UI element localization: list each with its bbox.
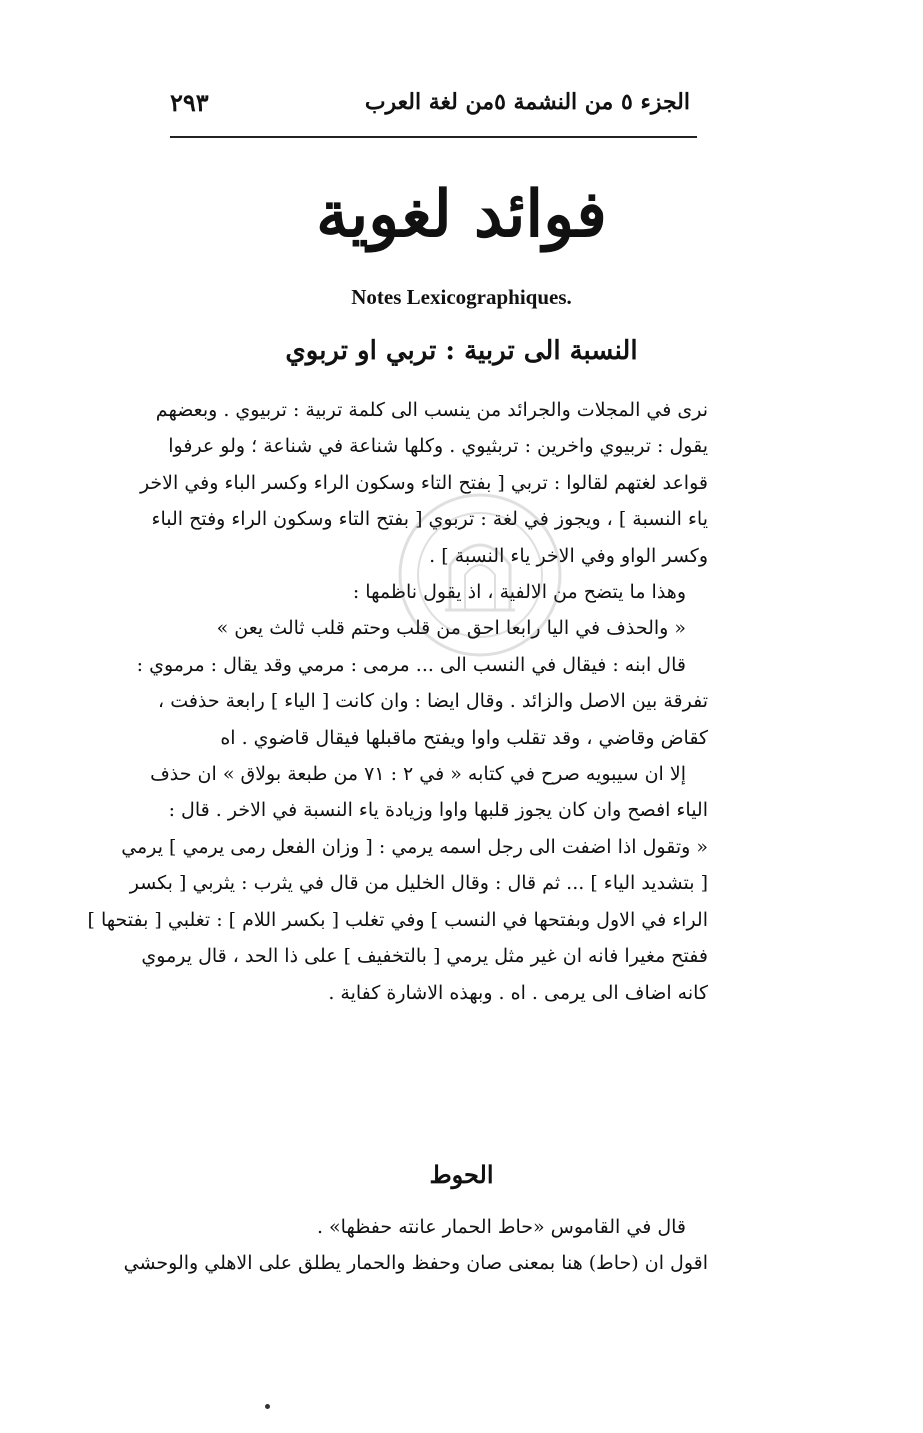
ink-speck <box>265 1404 270 1409</box>
paragraph-line: قال في القاموس «حاط الحمار عانته حفظها» . <box>316 1216 686 1238</box>
paragraph-line: كانه اضاف الى يرمى . اه . وبهذه الاشارة كفاية . <box>328 981 708 1004</box>
paragraph-line: الياء افصح وان كان يجوز قلبها واوا وزيادة ياء النسبة في الاخر . قال : <box>168 799 708 822</box>
article-body-nisba <box>87 392 708 1011</box>
paragraph-line: كقاض وقاضي ، وقد تقلب واوا ويفتح ماقبلها فيقال قاضوي . اه <box>220 726 708 749</box>
paragraph-line: ياء النسبة ] ، ويجوز في لغة : تربوي [ بفتح التاء وسكون الراء وفتح الباء <box>151 508 708 531</box>
paragraph-line: إلا ان سيبويه صرح في كتابه « في ٢ : ٧١ من طبعة بولاق » ان حذف <box>150 763 686 786</box>
page-number: ٢٩٣ <box>170 87 209 117</box>
paragraph-line: قال ابنه : فيقال في النسب الى ... مرمى : مرمي وقد يقال : مرموي : <box>136 653 686 676</box>
paragraph-line: « وتقول اذا اضفت الى رجل اسمه يرمي : [ وزان الفعل رمى يرمي ] يرمي <box>121 835 708 858</box>
paragraph-line: وكسر الواو وفي الاخر ياء النسبة ] . <box>429 544 708 567</box>
paragraph-line: تفرقة بين الاصل والزائد . وقال ايضا : وان كانت [ الياء ] رابعة حذفت ، <box>158 690 708 713</box>
verse-line: « والحذف في اليا رابعا احق من قلب وحتم قلب ثالث يعن » <box>216 617 686 640</box>
library-seal-watermark <box>395 490 565 660</box>
section-title-arabic: فوائد لغوية <box>316 177 607 252</box>
paragraph-line: وهذا ما يتضح من الالفية ، اذ يقول ناظمها : <box>352 581 686 604</box>
article-heading-nisba: النسبة الى تربية : تربي او تربوي <box>285 336 638 366</box>
paragraph-line: اقول ان (حاط) هنا بمعنى صان وحفظ والحمار يطلق على الاهلي والوحشي <box>123 1252 708 1275</box>
section-title-french: Notes Lexicographiques. <box>351 285 572 309</box>
paragraph-line: قواعد لغتهم لقالوا : تربي [ بفتح التاء وسكون الراء وكسر الباء وفي الاخر <box>139 471 708 494</box>
page-header <box>170 82 690 122</box>
article-heading-hawt: الحوط <box>429 1160 494 1189</box>
paragraph-line: ففتح مغيرا فانه ان غير مثل يرمي [ بالتخفيف ] على ذا الحد ، قال يرموي <box>141 945 708 968</box>
paragraph-line: نرى في المجلات والجرائد من ينسب الى كلمة تربية : تربيوي . وبعضهم <box>155 399 708 421</box>
header-rule <box>170 136 697 138</box>
paragraph-line: يقول : تربيوي واخرين : تربثيوي . وكلها شناعة في شناعة ؛ ولو عرفوا <box>168 435 708 458</box>
running-title: الجزء ٥ من النشمة ٥من لغة العرب <box>364 89 690 115</box>
article-body-hawt <box>123 1209 708 1282</box>
paragraph-line: الراء في الاول وبفتحها في النسب ] وفي تغلب [ بكسر اللام ] : تغلبي [ بفتحها ] <box>87 908 708 931</box>
paragraph-line: [ بتشديد الياء ] ... ثم قال : وقال الخليل من قال في يثرب : يثربي [ بكسر <box>129 872 708 895</box>
